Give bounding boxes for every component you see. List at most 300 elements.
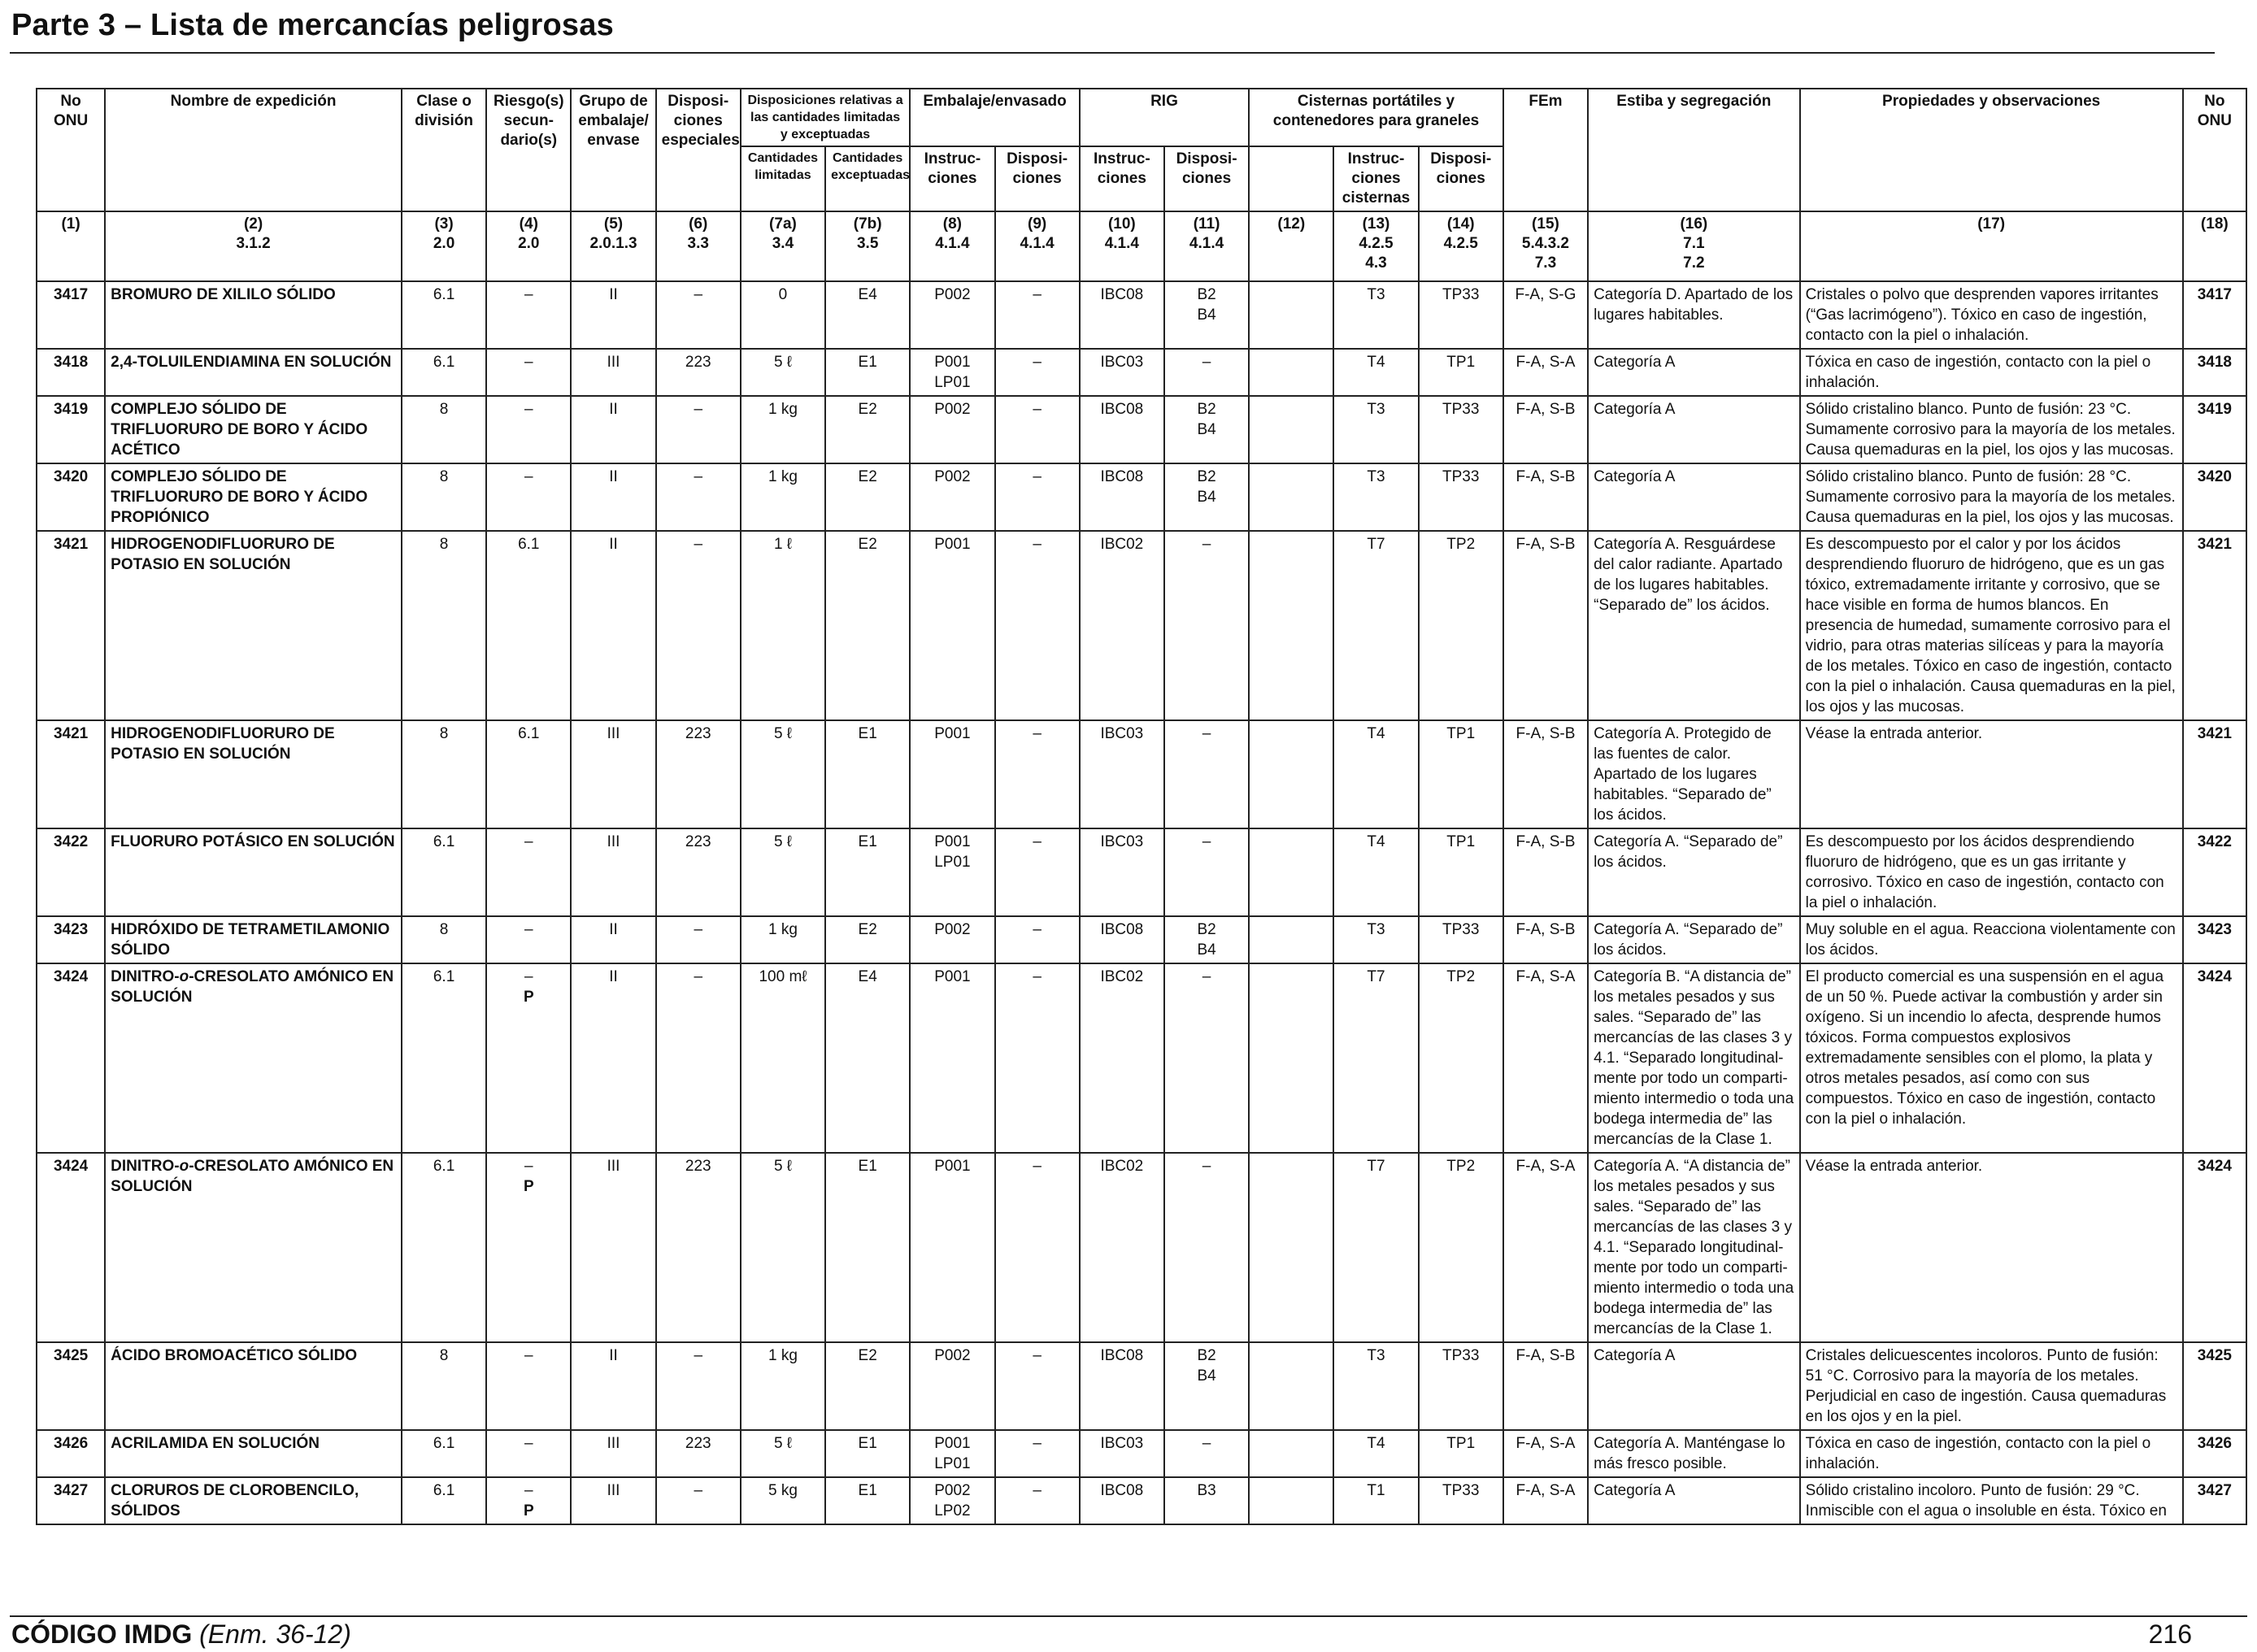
- column-12-cell: [1249, 720, 1333, 828]
- packing-provision-cell: –: [995, 349, 1080, 396]
- subsidiary-risk-cell: –: [486, 916, 571, 963]
- reference-cell: (18): [2183, 211, 2246, 281]
- column-12-cell: [1249, 1430, 1333, 1477]
- ibc-provision-cell: B2 B4: [1164, 463, 1249, 531]
- subsidiary-risk-cell: –: [486, 349, 571, 396]
- un-number-right-cell: 3421: [2183, 531, 2246, 720]
- packing-provision-cell: –: [995, 531, 1080, 720]
- packing-group-cell: III: [571, 720, 655, 828]
- un-number-right-cell: 3422: [2183, 828, 2246, 916]
- tank-provision-cell: TP2: [1419, 1153, 1503, 1342]
- properties-cell: Véase la entrada anterior.: [1800, 720, 2183, 828]
- class-cell: 6.1: [402, 349, 486, 396]
- col-header-ems: FEm: [1503, 89, 1588, 211]
- table-row: [37, 1153, 2246, 1342]
- packing-instruction-cell: P001: [910, 720, 994, 828]
- col-header-packing-instructions: Instruc- ciones: [910, 146, 994, 211]
- ibc-provision-cell: –: [1164, 963, 1249, 1153]
- reference-cell: (15) 5.4.3.2 7.3: [1503, 211, 1588, 281]
- table-row: [37, 720, 2246, 828]
- special-provisions-cell: –: [656, 396, 741, 463]
- packing-group-cell: III: [571, 349, 655, 396]
- column-12-cell: [1249, 531, 1333, 720]
- col-header-ibc-provisions: Disposi- ciones: [1164, 146, 1249, 211]
- packing-group-cell: II: [571, 916, 655, 963]
- class-cell: 6.1: [402, 1477, 486, 1524]
- subsidiary-risk-cell: –: [486, 281, 571, 349]
- excepted-quantity-cell: E1: [825, 828, 910, 916]
- footer-divider: [10, 1615, 2247, 1617]
- page-title: Parte 3 – Lista de mercancías peligrosas: [11, 8, 614, 42]
- excepted-quantity-cell: E2: [825, 396, 910, 463]
- reference-cell: (13) 4.2.5 4.3: [1333, 211, 1418, 281]
- packing-group-cell: III: [571, 1430, 655, 1477]
- limited-quantity-cell: 100 mℓ: [741, 963, 825, 1153]
- class-cell: 8: [402, 916, 486, 963]
- column-12-cell: [1249, 349, 1333, 396]
- stowage-segregation-cell: Categoría A. “A distancia de” los metales pesados y sus sales. “Separado de” las mercancías de las clases 3 y 4.1. “Separado longitudinal- mente por todo un comparti- miento intermedio o toda una bodega intermedia de” las mercancías de la Clase 1.: [1588, 1153, 1800, 1342]
- stowage-segregation-cell: Categoría A: [1588, 463, 1800, 531]
- excepted-quantity-cell: E1: [825, 1430, 910, 1477]
- special-provisions-cell: 223: [656, 1153, 741, 1342]
- packing-instruction-cell: P001 LP01: [910, 1430, 994, 1477]
- packing-provision-cell: –: [995, 916, 1080, 963]
- packing-group-cell: III: [571, 1477, 655, 1524]
- packing-instruction-cell: P002: [910, 463, 994, 531]
- col-header-name: Nombre de expedición: [105, 89, 402, 211]
- table-body: [37, 281, 2246, 1524]
- stowage-segregation-cell: Categoría A: [1588, 1342, 1800, 1430]
- un-number-cell: 3419: [37, 396, 105, 463]
- col-header-special-provisions: Disposi- ciones especiales: [656, 89, 741, 211]
- stowage-segregation-cell: Categoría B. “A distancia de” los metales pesados y sus sales. “Separado de” las mercancías de las clases 3 y 4.1. “Separado longitudinal- mente por todo un comparti- miento intermedio o toda una bodega intermedia de” las mercancías de la Clase 1.: [1588, 963, 1800, 1153]
- reference-cell: (7a) 3.4: [741, 211, 825, 281]
- tank-instruction-cell: T4: [1333, 349, 1418, 396]
- ibc-instruction-cell: IBC08: [1080, 396, 1164, 463]
- reference-cell: (3) 2.0: [402, 211, 486, 281]
- col-header-limited-excepted-group: Disposiciones relativas a las cantidades limitadas y exceptuadas: [741, 89, 910, 146]
- footer-amendment: (Enm. 36-12): [199, 1619, 351, 1649]
- ems-cell: F-A, S-B: [1503, 720, 1588, 828]
- packing-instruction-cell: P001 LP01: [910, 349, 994, 396]
- class-cell: 6.1: [402, 828, 486, 916]
- ems-cell: F-A, S-A: [1503, 1153, 1588, 1342]
- subsidiary-risk-cell: –: [486, 1430, 571, 1477]
- col-header-subrisk: Riesgo(s) secun- dario(s): [486, 89, 571, 211]
- column-12-cell: [1249, 963, 1333, 1153]
- ems-cell: F-A, S-B: [1503, 396, 1588, 463]
- table-row: [37, 531, 2246, 720]
- packing-group-cell: II: [571, 1342, 655, 1430]
- col-header-packing: Embalaje/envasado: [910, 89, 1079, 146]
- ems-cell: F-A, S-A: [1503, 963, 1588, 1153]
- properties-cell: Cristales delicuescentes incoloros. Punto de fusión: 51 °C. Corrosivo para la mayoría de los metales. Perjudicial en caso de ingestión. Causa quemaduras en los ojos y en la piel.: [1800, 1342, 2183, 1430]
- col-header-tank-provisions: Disposi- ciones: [1419, 146, 1503, 211]
- ems-cell: F-A, S-G: [1503, 281, 1588, 349]
- reference-cell: (2) 3.1.2: [105, 211, 402, 281]
- special-provisions-cell: 223: [656, 720, 741, 828]
- footer-code-name: CÓDIGO IMDG: [11, 1619, 193, 1649]
- packing-instruction-cell: P001 LP01: [910, 828, 994, 916]
- packing-provision-cell: –: [995, 281, 1080, 349]
- tank-provision-cell: TP2: [1419, 531, 1503, 720]
- ems-cell: F-A, S-B: [1503, 531, 1588, 720]
- footer-code: [11, 1619, 351, 1650]
- un-number-cell: 3421: [37, 720, 105, 828]
- col-header-tanks: Cisternas portátiles y contenedores para graneles: [1249, 89, 1503, 146]
- ems-cell: F-A, S-B: [1503, 916, 1588, 963]
- packing-group-cell: II: [571, 463, 655, 531]
- ems-cell: F-A, S-A: [1503, 349, 1588, 396]
- reference-cell: (1): [37, 211, 105, 281]
- col-header-properties: Propiedades y observaciones: [1800, 89, 2183, 211]
- un-number-cell: 3424: [37, 1153, 105, 1342]
- stowage-segregation-cell: Categoría A: [1588, 349, 1800, 396]
- limited-quantity-cell: 5 ℓ: [741, 828, 825, 916]
- column-12-cell: [1249, 1342, 1333, 1430]
- dangerous-goods-table: [36, 88, 2247, 1525]
- ems-cell: F-A, S-A: [1503, 1477, 1588, 1524]
- properties-cell: Es descompuesto por el calor y por los ácidos desprendiendo fluoruro de hidrógeno, que es un gas tóxico, extremadamente irritante y corrosivo, que se hace visible en forma de humos blancos. En presencia de humedad, sumamente corrosivo para el vidrio, para otras materias silíceas y para la mayoría de los metales. Tóxico en caso de ingestión, contacto con la piel o inhalación. Causa quemaduras en la piel, los ojos y las mucosas.: [1800, 531, 2183, 720]
- stowage-segregation-cell: Categoría D. Apartado de los lugares habitables.: [1588, 281, 1800, 349]
- ibc-provision-cell: B2 B4: [1164, 1342, 1249, 1430]
- ibc-provision-cell: –: [1164, 531, 1249, 720]
- class-cell: 6.1: [402, 1153, 486, 1342]
- tank-instruction-cell: T3: [1333, 1342, 1418, 1430]
- properties-cell: Véase la entrada anterior.: [1800, 1153, 2183, 1342]
- reference-cell: (17): [1800, 211, 2183, 281]
- properties-cell: Es descompuesto por los ácidos desprendiendo fluoruro de hidrógeno, que es un gas irritante y corrosivo. Tóxico en caso de ingestión, contacto con la piel o inhalación.: [1800, 828, 2183, 916]
- packing-group-cell: III: [571, 1153, 655, 1342]
- packing-provision-cell: –: [995, 828, 1080, 916]
- col-header-ibc: RIG: [1080, 89, 1249, 146]
- column-12-cell: [1249, 828, 1333, 916]
- class-cell: 8: [402, 720, 486, 828]
- packing-instruction-cell: P002: [910, 916, 994, 963]
- column-12-cell: [1249, 396, 1333, 463]
- packing-provision-cell: –: [995, 963, 1080, 1153]
- class-cell: 6.1: [402, 1430, 486, 1477]
- table-row: [37, 1477, 2246, 1524]
- table-row: [37, 963, 2246, 1153]
- col-header-empty: [1249, 146, 1333, 211]
- reference-cell: (12): [1249, 211, 1333, 281]
- stowage-segregation-cell: Categoría A. Manténgase lo más fresco posible.: [1588, 1430, 1800, 1477]
- class-cell: 6.1: [402, 281, 486, 349]
- class-cell: 8: [402, 463, 486, 531]
- reference-cell: (11) 4.1.4: [1164, 211, 1249, 281]
- subsidiary-risk-cell: – P: [486, 963, 571, 1153]
- special-provisions-cell: –: [656, 281, 741, 349]
- limited-quantity-cell: 1 ℓ: [741, 531, 825, 720]
- subsidiary-risk-cell: 6.1: [486, 531, 571, 720]
- packing-instruction-cell: P001: [910, 963, 994, 1153]
- ibc-instruction-cell: IBC02: [1080, 1153, 1164, 1342]
- shipping-name-cell: DINITRO-o-CRESOLATO AMÓNICO EN SOLUCIÓN: [105, 963, 402, 1153]
- un-number-right-cell: 3421: [2183, 720, 2246, 828]
- packing-provision-cell: –: [995, 1153, 1080, 1342]
- excepted-quantity-cell: E2: [825, 463, 910, 531]
- un-number-right-cell: 3425: [2183, 1342, 2246, 1430]
- special-provisions-cell: –: [656, 963, 741, 1153]
- ibc-instruction-cell: IBC03: [1080, 720, 1164, 828]
- tank-instruction-cell: T3: [1333, 281, 1418, 349]
- class-cell: 8: [402, 531, 486, 720]
- tank-provision-cell: TP1: [1419, 828, 1503, 916]
- col-header-excepted: Cantidades exceptuadas: [825, 146, 910, 211]
- special-provisions-cell: 223: [656, 828, 741, 916]
- un-number-cell: 3427: [37, 1477, 105, 1524]
- stowage-segregation-cell: Categoría A. Protegido de las fuentes de calor. Apartado de los lugares habitables. “Separado de” los ácidos.: [1588, 720, 1800, 828]
- limited-quantity-cell: 5 ℓ: [741, 1153, 825, 1342]
- tank-provision-cell: TP33: [1419, 916, 1503, 963]
- shipping-name-cell: FLUORURO POTÁSICO EN SOLUCIÓN: [105, 828, 402, 916]
- shipping-name-cell: DINITRO-o-CRESOLATO AMÓNICO EN SOLUCIÓN: [105, 1153, 402, 1342]
- tank-instruction-cell: T4: [1333, 1430, 1418, 1477]
- un-number-cell: 3422: [37, 828, 105, 916]
- ibc-provision-cell: B3: [1164, 1477, 1249, 1524]
- tank-instruction-cell: T3: [1333, 396, 1418, 463]
- un-number-right-cell: 3420: [2183, 463, 2246, 531]
- limited-quantity-cell: 5 kg: [741, 1477, 825, 1524]
- properties-cell: Sólido cristalino blanco. Punto de fusión: 28 °C. Sumamente corrosivo para la mayoría de los metales. Causa quemaduras en la piel, los ojos y las mucosas.: [1800, 463, 2183, 531]
- subsidiary-risk-cell: 6.1: [486, 720, 571, 828]
- class-cell: 8: [402, 396, 486, 463]
- ibc-provision-cell: B2 B4: [1164, 281, 1249, 349]
- tank-provision-cell: TP1: [1419, 720, 1503, 828]
- reference-cell: (14) 4.2.5: [1419, 211, 1503, 281]
- properties-cell: Muy soluble en el agua. Reacciona violentamente con los ácidos.: [1800, 916, 2183, 963]
- stowage-segregation-cell: Categoría A. “Separado de” los ácidos.: [1588, 828, 1800, 916]
- un-number-cell: 3417: [37, 281, 105, 349]
- properties-cell: El producto comercial es una suspensión en el agua de un 50 %. Puede activar la combustión y arder sin oxígeno. Si un incendio lo afecta, desprende humos tóxicos. Forma compuestos explosivos extremadamente sensibles con el plomo, la plata y otros metales pesados, así como con sus compuestos. Tóxico en caso de ingestión, contacto con la piel o inhalación.: [1800, 963, 2183, 1153]
- ibc-instruction-cell: IBC03: [1080, 1430, 1164, 1477]
- un-number-cell: 3421: [37, 531, 105, 720]
- stowage-segregation-cell: Categoría A: [1588, 396, 1800, 463]
- packing-group-cell: II: [571, 531, 655, 720]
- packing-provision-cell: –: [995, 720, 1080, 828]
- excepted-quantity-cell: E4: [825, 963, 910, 1153]
- tank-instruction-cell: T1: [1333, 1477, 1418, 1524]
- packing-provision-cell: –: [995, 396, 1080, 463]
- ibc-instruction-cell: IBC08: [1080, 1477, 1164, 1524]
- subsidiary-risk-cell: –: [486, 396, 571, 463]
- ibc-instruction-cell: IBC03: [1080, 349, 1164, 396]
- packing-group-cell: II: [571, 963, 655, 1153]
- packing-group-cell: II: [571, 281, 655, 349]
- ems-cell: F-A, S-B: [1503, 463, 1588, 531]
- subsidiary-risk-cell: – P: [486, 1477, 571, 1524]
- special-provisions-cell: 223: [656, 349, 741, 396]
- un-number-right-cell: 3423: [2183, 916, 2246, 963]
- un-number-right-cell: 3424: [2183, 1153, 2246, 1342]
- class-cell: 8: [402, 1342, 486, 1430]
- col-header-class: Clase o división: [402, 89, 486, 211]
- column-12-cell: [1249, 463, 1333, 531]
- table-row: [37, 828, 2246, 916]
- shipping-name-cell: COMPLEJO SÓLIDO DE TRIFLUORURO DE BORO Y ÁCIDO PROPIÓNICO: [105, 463, 402, 531]
- un-number-cell: 3424: [37, 963, 105, 1153]
- column-12-cell: [1249, 1153, 1333, 1342]
- packing-provision-cell: –: [995, 463, 1080, 531]
- subsidiary-risk-cell: –: [486, 1342, 571, 1430]
- ibc-instruction-cell: IBC08: [1080, 463, 1164, 531]
- stowage-segregation-cell: Categoría A. “Separado de” los ácidos.: [1588, 916, 1800, 963]
- col-header-ibc-instructions: Instruc- ciones: [1080, 146, 1164, 211]
- col-header-tank-instructions: Instruc- ciones cisternas: [1333, 146, 1418, 211]
- packing-provision-cell: –: [995, 1430, 1080, 1477]
- packing-provision-cell: –: [995, 1477, 1080, 1524]
- ibc-provision-cell: –: [1164, 349, 1249, 396]
- limited-quantity-cell: 1 kg: [741, 1342, 825, 1430]
- ems-cell: F-A, S-A: [1503, 1430, 1588, 1477]
- properties-cell: Tóxica en caso de ingestión, contacto con la piel o inhalación.: [1800, 349, 2183, 396]
- ibc-provision-cell: –: [1164, 720, 1249, 828]
- special-provisions-cell: –: [656, 1477, 741, 1524]
- col-header-un-right: No ONU: [2183, 89, 2246, 211]
- packing-instruction-cell: P002: [910, 396, 994, 463]
- special-provisions-cell: –: [656, 463, 741, 531]
- limited-quantity-cell: 1 kg: [741, 463, 825, 531]
- tank-provision-cell: TP33: [1419, 281, 1503, 349]
- limited-quantity-cell: 5 ℓ: [741, 1430, 825, 1477]
- reference-cell: (8) 4.1.4: [910, 211, 994, 281]
- tank-instruction-cell: T7: [1333, 963, 1418, 1153]
- reference-cell: (10) 4.1.4: [1080, 211, 1164, 281]
- tank-instruction-cell: T3: [1333, 916, 1418, 963]
- ibc-provision-cell: –: [1164, 828, 1249, 916]
- tank-instruction-cell: T4: [1333, 828, 1418, 916]
- packing-instruction-cell: P001: [910, 531, 994, 720]
- shipping-name-cell: 2,4-TOLUILENDIAMINA EN SOLUCIÓN: [105, 349, 402, 396]
- tank-instruction-cell: T7: [1333, 1153, 1418, 1342]
- special-provisions-cell: –: [656, 916, 741, 963]
- ibc-instruction-cell: IBC02: [1080, 531, 1164, 720]
- excepted-quantity-cell: E2: [825, 916, 910, 963]
- tank-provision-cell: TP1: [1419, 349, 1503, 396]
- special-provisions-cell: –: [656, 531, 741, 720]
- col-header-limited: Cantidades limitadas: [741, 146, 825, 211]
- limited-quantity-cell: 5 ℓ: [741, 720, 825, 828]
- shipping-name-cell: HIDROGENODIFLUORURO DE POTASIO EN SOLUCIÓN: [105, 531, 402, 720]
- ibc-provision-cell: –: [1164, 1153, 1249, 1342]
- stowage-segregation-cell: Categoría A. Resguárdese del calor radiante. Apartado de los lugares habitables. “Separado de” los ácidos.: [1588, 531, 1800, 720]
- reference-cell: (4) 2.0: [486, 211, 571, 281]
- excepted-quantity-cell: E1: [825, 720, 910, 828]
- tank-provision-cell: TP33: [1419, 463, 1503, 531]
- special-provisions-cell: –: [656, 1342, 741, 1430]
- special-provisions-cell: 223: [656, 1430, 741, 1477]
- excepted-quantity-cell: E1: [825, 1153, 910, 1342]
- column-12-cell: [1249, 1477, 1333, 1524]
- un-number-right-cell: 3426: [2183, 1430, 2246, 1477]
- packing-provision-cell: –: [995, 1342, 1080, 1430]
- un-number-right-cell: 3419: [2183, 396, 2246, 463]
- ibc-instruction-cell: IBC02: [1080, 963, 1164, 1153]
- table-row: [37, 463, 2246, 531]
- tank-instruction-cell: T4: [1333, 720, 1418, 828]
- packing-instruction-cell: P001: [910, 1153, 994, 1342]
- subsidiary-risk-cell: –: [486, 828, 571, 916]
- tank-provision-cell: TP33: [1419, 396, 1503, 463]
- packing-group-cell: III: [571, 828, 655, 916]
- properties-cell: Sólido cristalino incoloro. Punto de fusión: 29 °C. Inmiscible con el agua o insoluble en ésta. Tóxico en: [1800, 1477, 2183, 1524]
- un-number-cell: 3418: [37, 349, 105, 396]
- ems-cell: F-A, S-B: [1503, 1342, 1588, 1430]
- shipping-name-cell: CLORUROS DE CLOROBENCILO, SÓLIDOS: [105, 1477, 402, 1524]
- limited-quantity-cell: 1 kg: [741, 396, 825, 463]
- properties-cell: Cristales o polvo que desprenden vapores irritantes (“Gas lacrimógeno”). Tóxico en caso de ingestión, contacto con la piel o inhalación.: [1800, 281, 2183, 349]
- un-number-cell: 3425: [37, 1342, 105, 1430]
- packing-instruction-cell: P002: [910, 281, 994, 349]
- limited-quantity-cell: 0: [741, 281, 825, 349]
- reference-cell: (9) 4.1.4: [995, 211, 1080, 281]
- col-header-packing-provisions: Disposi- ciones: [995, 146, 1080, 211]
- title-divider: [10, 52, 2215, 54]
- excepted-quantity-cell: E4: [825, 281, 910, 349]
- un-number-right-cell: 3418: [2183, 349, 2246, 396]
- ibc-instruction-cell: IBC08: [1080, 281, 1164, 349]
- ibc-provision-cell: B2 B4: [1164, 396, 1249, 463]
- reference-row: [37, 211, 2246, 281]
- packing-instruction-cell: P002: [910, 1342, 994, 1430]
- ibc-instruction-cell: IBC08: [1080, 916, 1164, 963]
- un-number-cell: 3426: [37, 1430, 105, 1477]
- table-row: [37, 916, 2246, 963]
- tank-instruction-cell: T7: [1333, 531, 1418, 720]
- packing-group-cell: II: [571, 396, 655, 463]
- tank-provision-cell: TP33: [1419, 1342, 1503, 1430]
- page-number: 216: [2148, 1619, 2192, 1649]
- tank-provision-cell: TP33: [1419, 1477, 1503, 1524]
- ibc-provision-cell: B2 B4: [1164, 916, 1249, 963]
- shipping-name-cell: COMPLEJO SÓLIDO DE TRIFLUORURO DE BORO Y ÁCIDO ACÉTICO: [105, 396, 402, 463]
- tank-provision-cell: TP1: [1419, 1430, 1503, 1477]
- shipping-name-cell: HIDROGENODIFLUORURO DE POTASIO EN SOLUCIÓN: [105, 720, 402, 828]
- excepted-quantity-cell: E2: [825, 1342, 910, 1430]
- shipping-name-cell: HIDRÓXIDO DE TETRAMETILAMONIO SÓLIDO: [105, 916, 402, 963]
- table-row: [37, 1342, 2246, 1430]
- un-number-right-cell: 3427: [2183, 1477, 2246, 1524]
- limited-quantity-cell: 5 ℓ: [741, 349, 825, 396]
- limited-quantity-cell: 1 kg: [741, 916, 825, 963]
- reference-cell: (7b) 3.5: [825, 211, 910, 281]
- table-row: [37, 281, 2246, 349]
- ibc-instruction-cell: IBC03: [1080, 828, 1164, 916]
- reference-cell: (5) 2.0.1.3: [571, 211, 655, 281]
- reference-cell: (6) 3.3: [656, 211, 741, 281]
- subsidiary-risk-cell: –: [486, 463, 571, 531]
- table-row: [37, 396, 2246, 463]
- excepted-quantity-cell: E1: [825, 1477, 910, 1524]
- table-row: [37, 349, 2246, 396]
- un-number-cell: 3420: [37, 463, 105, 531]
- un-number-cell: 3423: [37, 916, 105, 963]
- column-12-cell: [1249, 916, 1333, 963]
- shipping-name-cell: BROMURO DE XILILO SÓLIDO: [105, 281, 402, 349]
- excepted-quantity-cell: E1: [825, 349, 910, 396]
- column-12-cell: [1249, 281, 1333, 349]
- un-number-right-cell: 3417: [2183, 281, 2246, 349]
- ibc-instruction-cell: IBC08: [1080, 1342, 1164, 1430]
- shipping-name-cell: ACRILAMIDA EN SOLUCIÓN: [105, 1430, 402, 1477]
- stowage-segregation-cell: Categoría A: [1588, 1477, 1800, 1524]
- shipping-name-cell: ÁCIDO BROMOACÉTICO SÓLIDO: [105, 1342, 402, 1430]
- reference-cell: (16) 7.1 7.2: [1588, 211, 1800, 281]
- table-row: [37, 1430, 2246, 1477]
- col-header-packing-group: Grupo de embalaje/ envase: [571, 89, 655, 211]
- un-number-right-cell: 3424: [2183, 963, 2246, 1153]
